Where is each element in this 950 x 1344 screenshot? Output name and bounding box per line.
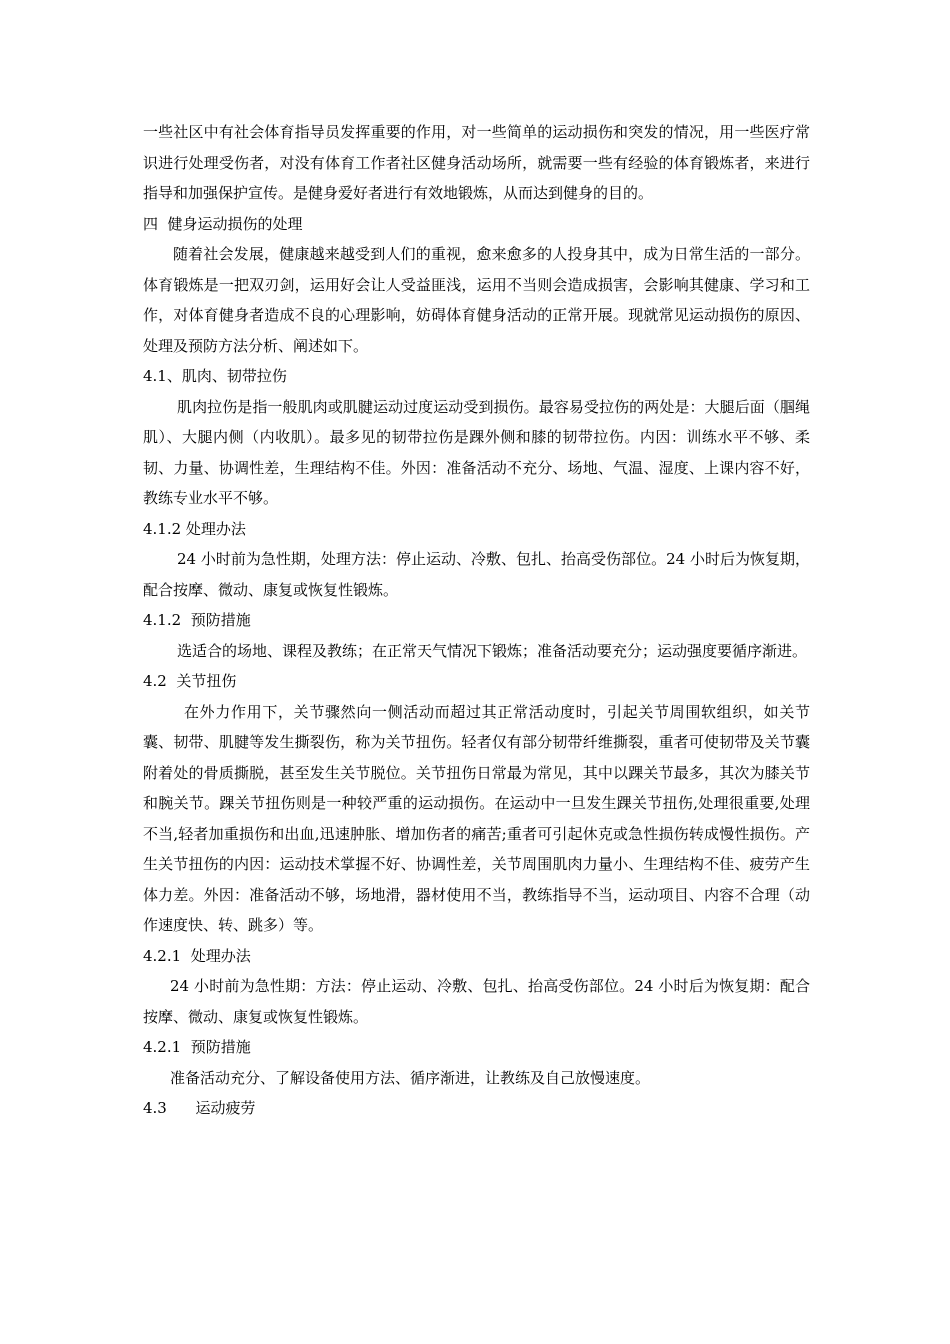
section-heading-4-3: 4.3 运动疲劳	[143, 1099, 256, 1117]
section-heading-4-1-2-prevention: 4.1.2 预防措施	[143, 611, 251, 629]
body-paragraph-muscle-strain: 肌肉拉伤是指一般肌肉或肌腱运动过度运动受到损伤。最容易受拉伤的两处是：大腿后面（腘绳肌）、大腿内侧（内收肌）。最多见的韧带拉伤是踝外侧和膝的韧带拉伤。内因：训练水平不够、柔韧、力量、协调性差，生理结构不佳。外因：准备活动不充分、场地、气温、湿度、上课内容不好，教练专业水平不够。	[143, 397, 810, 507]
body-paragraph-joint-sprain: 在外力作用下，关节骤然向一侧活动而超过其正常活动度时，引起关节周围软组织，如关节囊、韧带、肌腱等发生撕裂伤，称为关节扭伤。轻者仅有部分韧带纤维撕裂，重者可使韧带及关节囊附着处的骨质撕脱，甚至发生关节脱位。关节扭伤日常最为常见，其中以踝关节最多，其次为膝关节和腕关节。踝关节扭伤则是一种较严重的运动损伤。在运动中一旦发生踝关节扭伤,处理很重要,处理不当,轻者加重损伤和出血,迅速肿胀、增加伤者的痛苦;重者可引起休克或急性损伤转成慢性损伤。产生关节扭伤的内因：运动技术掌握不好、协调性差，关节周围肌肉力量小、生理结构不佳、疲劳产生体力差。外因：准备活动不够，场地滑，器材使用不当，教练指导不当，运动项目、内容不合理（动作速度快、转、跳多）等。	[143, 702, 810, 934]
section-heading-4-2: 4.2 关节扭伤	[143, 672, 237, 690]
section-heading-4: 四 健身运动损伤的处理	[143, 214, 303, 233]
body-paragraph-sprain-treatment: 24 小时前为急性期：方法：停止运动、冷敷、包扎、抬高受伤部位。24 小时后为恢复期：配合按摩、微动、康复或恢复性锻炼。	[143, 977, 810, 1026]
section-heading-4-2-1-treatment: 4.2.1 处理办法	[143, 946, 251, 965]
body-paragraph-strain-prevention: 选适合的场地、课程及教练；在正常天气情况下锻炼；准备活动要充分；运动强度要循序渐进。	[177, 641, 808, 660]
section-heading-4-1-2-treatment: 4.1.2 处理办法	[143, 519, 246, 538]
document-page	[143, 117, 810, 1124]
body-paragraph-sprain-prevention: 准备活动充分、了解设备使用方法、循序渐进，让教练及自己放慢速度。	[170, 1068, 651, 1087]
body-paragraph-overview: 随着社会发展，健康越来越受到人们的重视，愈来愈多的人投身其中，成为日常生活的一部分。体育锻炼是一把双刃剑，运用好会让人受益匪浅，运用不当则会造成损害，会影响其健康、学习和工作，对体育健身者造成不良的心理影响，妨碍体育健身活动的正常开展。现就常见运动损伤的原因、处理及预防方法分析、阐述如下。	[143, 245, 810, 355]
body-paragraph-strain-treatment: 24 小时前为急性期，处理方法：停止运动、冷敷、包扎、抬高受伤部位。24 小时后为恢复期，配合按摩、微动、康复或恢复性锻炼。	[143, 550, 810, 599]
intro-paragraph: 一些社区中有社会体育指导员发挥重要的作用，对一些简单的运动损伤和突发的情况，用一些医疗常识进行处理受伤者，对没有体育工作者社区健身活动场所，就需要一些有经验的体育锻炼者，来进行指导和加强保护宣传。是健身爱好者进行有效地锻炼，从而达到健身的目的。	[143, 123, 810, 202]
section-heading-4-2-1-prevention: 4.2.1 预防措施	[143, 1038, 251, 1056]
section-heading-4-1: 4.1、肌肉、韧带拉伤	[143, 367, 287, 385]
